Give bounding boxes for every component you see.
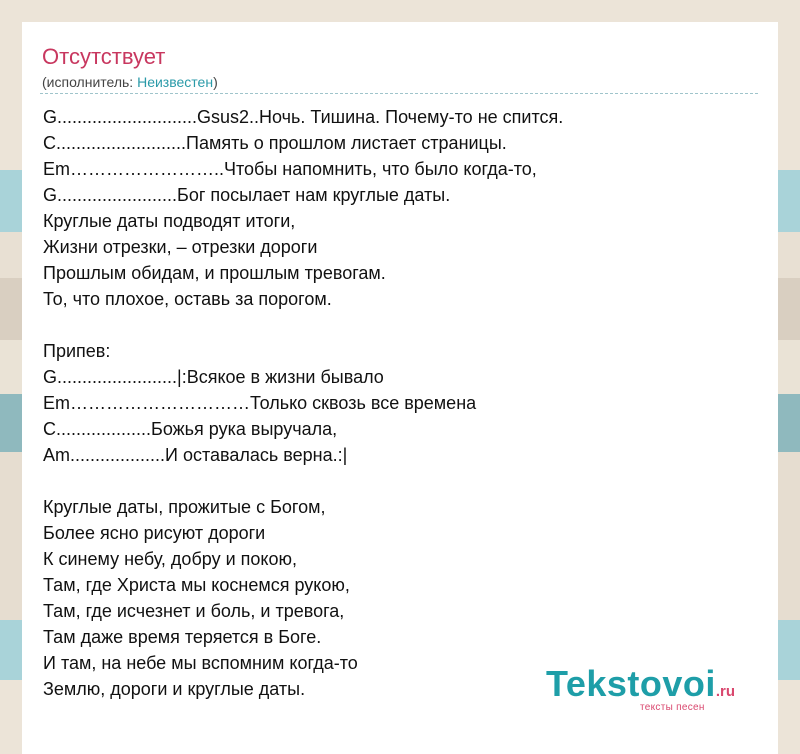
lyrics-line: G........................|:Всякое в жизни бывало [43, 367, 384, 387]
site-logo[interactable] [546, 663, 736, 713]
lyrics-blank-line [43, 468, 753, 494]
logo-tagline: тексты песен [640, 702, 705, 713]
lyrics-line: C..........................Память о прошлом листает страницы. [43, 133, 507, 153]
lyrics-line: C...................Божья рука выручала, [43, 419, 338, 439]
lyrics-line: Em…………………………Только сквозь все времена [43, 393, 477, 413]
divider [40, 93, 758, 94]
artist-suffix: ) [213, 74, 218, 90]
artist-prefix: (исполнитель: [42, 74, 138, 90]
lyrics-line: Землю, дороги и круглые даты. [43, 679, 306, 699]
lyrics-line: Am...................И оставалась верна.:| [43, 445, 348, 465]
artist-link[interactable]: Неизвестен [137, 74, 214, 90]
lyrics-line: Там даже время теряется в Боге. [43, 627, 322, 647]
lyrics-line: К синему небу, добру и покою, [43, 549, 297, 569]
lyrics-line: Круглые даты подводят итоги, [43, 211, 296, 231]
logo-domain: .ru [715, 683, 736, 700]
artist-line [42, 74, 218, 90]
lyrics-line: То, что плохое, оставь за порогом. [43, 289, 332, 309]
lyrics-text [43, 104, 753, 702]
lyrics-card [22, 22, 778, 754]
song-title: Отсутствует [42, 44, 166, 69]
lyrics-line: G........................Бог посылает нам круглые даты. [43, 185, 451, 205]
lyrics-blank-line [43, 312, 753, 338]
chorus-label: Припев: [43, 341, 111, 361]
lyrics-line: G............................Gsus2..Ночь. Тишина. Почему-то не спится. [43, 107, 564, 127]
lyrics-line: Прошлым обидам, и прошлым тревогам. [43, 263, 386, 283]
lyrics-line: Там, где исчезнет и боль, и тревога, [43, 601, 345, 621]
lyrics-line: Жизни отрезки, – отрезки дороги [43, 237, 318, 257]
lyrics-line: Там, где Христа мы коснемся рукою, [43, 575, 350, 595]
lyrics-line: Круглые даты, прожитые с Богом, [43, 497, 326, 517]
lyrics-line: Em……………………..Чтобы напомнить, что было когда-то, [43, 159, 537, 179]
logo-name: Tekstovoi [546, 663, 716, 704]
lyrics-line: И там, на небе мы вспомним когда-то [43, 653, 358, 673]
lyrics-line: Более ясно рисуют дороги [43, 523, 266, 543]
